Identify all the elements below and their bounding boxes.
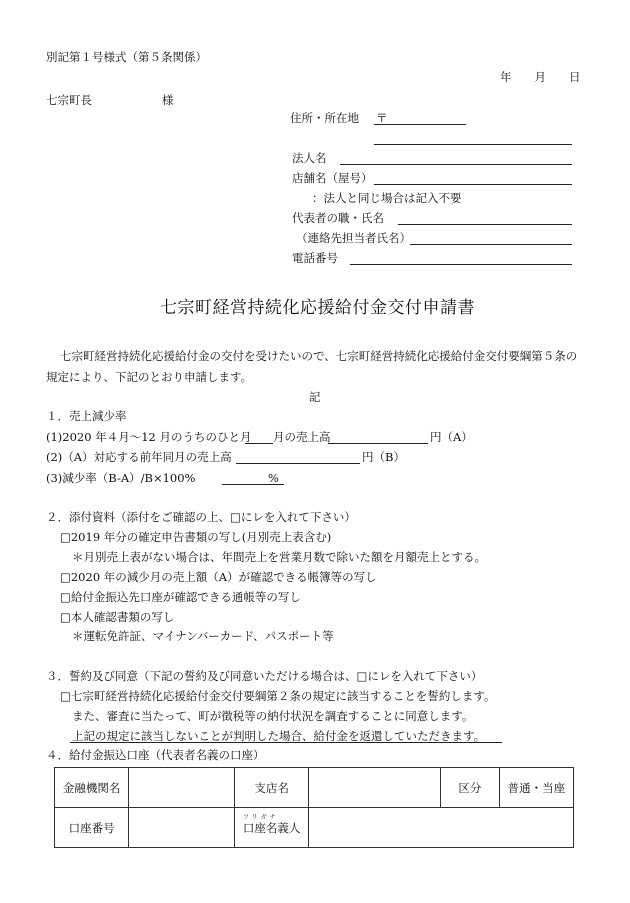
address-label: 住所・所在地 (290, 111, 359, 125)
account-holder-cell[interactable] (309, 808, 574, 848)
bank-name-cell[interactable] (129, 768, 235, 808)
corp-name-label: 法人名 (292, 151, 327, 165)
shop-name-label: 店舗名（屋号） (292, 171, 373, 185)
section1-heading: １．売上減少率 (46, 409, 127, 423)
contact-field[interactable] (410, 244, 572, 245)
phone-field[interactable] (350, 264, 572, 265)
corp-name-field[interactable] (340, 164, 572, 165)
sales-row1-mid: 月の売上高 (273, 430, 331, 444)
account-holder-label-cell (234, 808, 308, 848)
holder-ruby: フリガナ (242, 813, 279, 821)
section2-heading: ２．添付資料（添付をご確認の上、□にレを入れて下さい） (46, 510, 356, 524)
attachment-checkbox-tax-return[interactable]: □2019 年分の確定申告書類の写し(月別売上表含む) (60, 530, 332, 544)
phone-label: 電話番号 (292, 251, 338, 265)
section3-heading: ３．誓約及び同意（下記の誓約及び同意いただける場合は、□にレを入れて下さい） (46, 669, 483, 683)
document-title: 七宗町経営持続化応援給付金交付申請書 (160, 298, 475, 318)
postal-field[interactable] (374, 124, 466, 125)
bank-account-table (54, 767, 574, 848)
account-holder-label (242, 813, 301, 836)
postal-mark: 〒 (376, 111, 388, 125)
attachment-note-id: ＊運転免許証、マイナンバーカード、パスポート等 (72, 629, 334, 643)
intro-line-2: 規定により、下記のとおり申請します。 (46, 370, 253, 384)
sales-row3-label: (3)減少率（B-A）/B×100% (46, 471, 196, 485)
sales-row1-unit: 円（A） (430, 430, 473, 444)
attachment-checkbox-ledger[interactable]: □2020 年の減少月の売上額（A）が確認できる帳簿等の写し (60, 570, 377, 584)
category-value[interactable]: 普通・当座 (499, 768, 573, 808)
rep-label: 代表者の職・氏名 (292, 211, 384, 225)
bank-name-label: 金融機関名 (55, 768, 129, 808)
sales-b-field[interactable] (236, 463, 360, 464)
holder-text: 口座名義人 (242, 820, 301, 835)
address-field[interactable] (374, 144, 572, 145)
intro-line-1: 七宗町経営持続化応援給付金の交付を受けたいので、七宗町経営持続化応援給付金交付要綱第５条の (60, 349, 578, 363)
rep-field[interactable] (398, 224, 572, 225)
attachment-checkbox-passbook[interactable]: □給付金振込先口座が確認できる通帳等の写し (60, 590, 301, 604)
sales-row3-unit: % (268, 471, 279, 485)
section4-heading: ４．給付金振込口座（代表者名義の口座） (46, 748, 265, 762)
ki-heading: 記 (309, 390, 321, 404)
account-number-cell[interactable] (129, 808, 235, 848)
attachment-note-monthly: ＊月別売上表がない場合は、年間売上を営業月数で除いた額を月額売上とする。 (72, 550, 486, 564)
honorific: 様 (162, 93, 174, 107)
sales-row1-label: (1)2020 年４月～12 月のうちのひと月 (46, 430, 252, 444)
form-id: 別記第１号様式（第５条関係） (46, 50, 207, 64)
date-line: 年 月 日 (500, 70, 581, 84)
attachment-checkbox-id[interactable]: □本人確認書類の写し (60, 610, 175, 624)
shop-name-field[interactable] (374, 184, 572, 185)
branch-label: 支店名 (234, 768, 308, 808)
refund-underline (70, 742, 502, 743)
refund-text: 上記の規定に該当しないことが判明した場合、給付金を返還していただきます。 (72, 729, 486, 743)
addressee: 七宗町長 (46, 93, 92, 107)
pledge-checkbox[interactable]: □七宗町経営持続化応援給付金交付要綱第２条の規定に該当することを誓約します。 (60, 689, 496, 703)
sales-a-field[interactable] (328, 443, 428, 444)
shop-note: ：法人と同じ場合は記入不要 (312, 191, 462, 205)
sales-row2-unit: 円（B） (362, 450, 405, 464)
account-number-label: 口座番号 (55, 808, 129, 848)
sales-row2-label: (2)（A）対応する前年同月の売上高 (46, 450, 232, 464)
contact-label: （連絡先担当者氏名） (296, 231, 411, 245)
consent-text: また、審査に当たって、町が徴税等の納付状況を調査することに同意します。 (72, 709, 474, 723)
branch-cell[interactable] (309, 768, 441, 808)
category-label: 区分 (441, 768, 500, 808)
month-field[interactable] (245, 443, 273, 444)
